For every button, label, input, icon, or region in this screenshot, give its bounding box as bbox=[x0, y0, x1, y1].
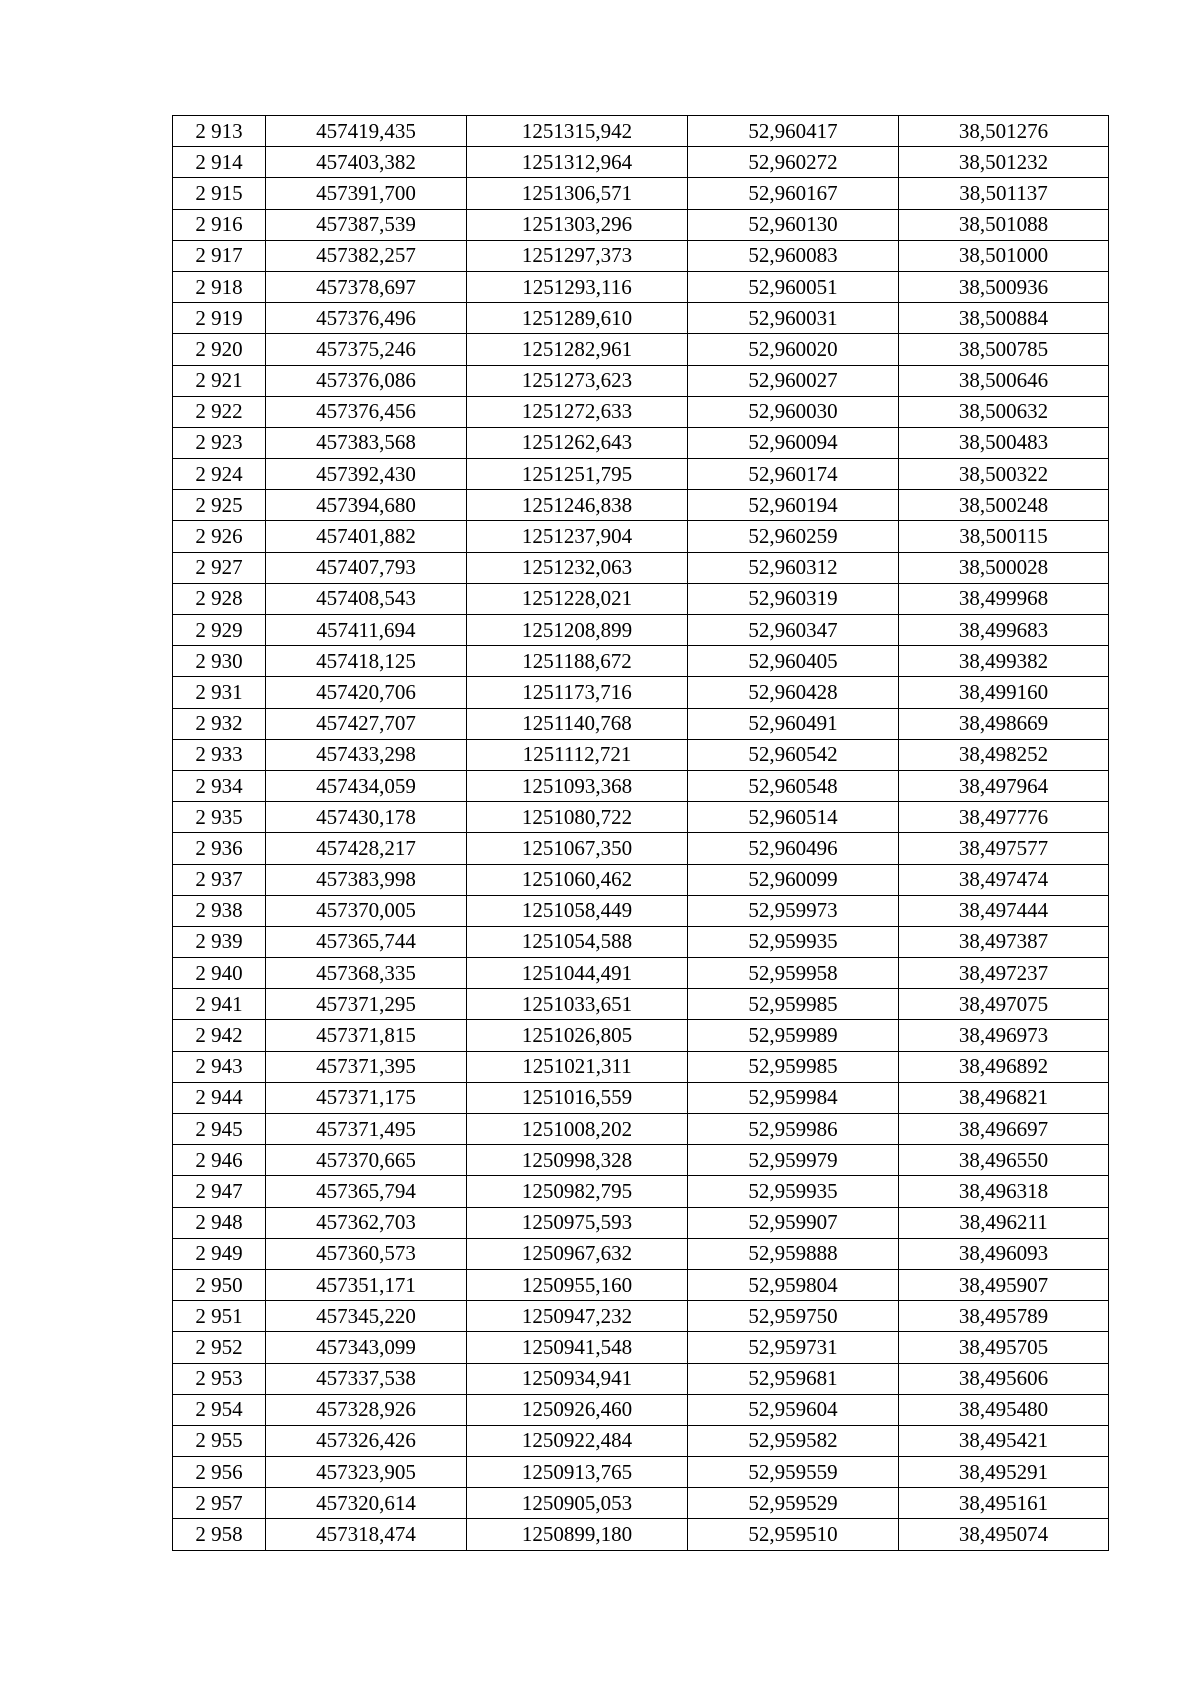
table-row bbox=[173, 646, 1109, 677]
latitude-cell: 52,959984 bbox=[688, 1082, 899, 1113]
longitude-cell: 38,496697 bbox=[899, 1114, 1109, 1145]
y-coordinate-cell: 1251232,063 bbox=[467, 552, 688, 583]
x-coordinate-cell: 457418,125 bbox=[266, 646, 467, 677]
longitude-cell: 38,495606 bbox=[899, 1363, 1109, 1394]
table-row bbox=[173, 1301, 1109, 1332]
y-coordinate-cell: 1251303,296 bbox=[467, 209, 688, 240]
latitude-cell: 52,960312 bbox=[688, 552, 899, 583]
y-coordinate-cell: 1251272,633 bbox=[467, 396, 688, 427]
x-coordinate-cell: 457351,171 bbox=[266, 1269, 467, 1300]
x-coordinate-cell: 457433,298 bbox=[266, 739, 467, 770]
longitude-cell: 38,496093 bbox=[899, 1238, 1109, 1269]
longitude-cell: 38,497964 bbox=[899, 770, 1109, 801]
table-row bbox=[173, 365, 1109, 396]
longitude-cell: 38,500884 bbox=[899, 303, 1109, 334]
latitude-cell: 52,960548 bbox=[688, 770, 899, 801]
point-number-cell: 2 926 bbox=[173, 521, 266, 552]
longitude-cell: 38,498252 bbox=[899, 739, 1109, 770]
x-coordinate-cell: 457360,573 bbox=[266, 1238, 467, 1269]
y-coordinate-cell: 1251228,021 bbox=[467, 583, 688, 614]
latitude-cell: 52,960099 bbox=[688, 864, 899, 895]
point-number-cell: 2 944 bbox=[173, 1082, 266, 1113]
x-coordinate-cell: 457428,217 bbox=[266, 833, 467, 864]
x-coordinate-cell: 457370,005 bbox=[266, 895, 467, 926]
latitude-cell: 52,960167 bbox=[688, 178, 899, 209]
latitude-cell: 52,959510 bbox=[688, 1519, 899, 1550]
latitude-cell: 52,959582 bbox=[688, 1425, 899, 1456]
y-coordinate-cell: 1250926,460 bbox=[467, 1394, 688, 1425]
y-coordinate-cell: 1251173,716 bbox=[467, 677, 688, 708]
point-number-cell: 2 934 bbox=[173, 770, 266, 801]
longitude-cell: 38,496973 bbox=[899, 1020, 1109, 1051]
latitude-cell: 52,960259 bbox=[688, 521, 899, 552]
latitude-cell: 52,959989 bbox=[688, 1020, 899, 1051]
point-number-cell: 2 952 bbox=[173, 1332, 266, 1363]
longitude-cell: 38,499683 bbox=[899, 615, 1109, 646]
table-row bbox=[173, 1394, 1109, 1425]
y-coordinate-cell: 1251016,559 bbox=[467, 1082, 688, 1113]
point-number-cell: 2 949 bbox=[173, 1238, 266, 1269]
point-number-cell: 2 914 bbox=[173, 147, 266, 178]
latitude-cell: 52,959888 bbox=[688, 1238, 899, 1269]
longitude-cell: 38,500632 bbox=[899, 396, 1109, 427]
latitude-cell: 52,959604 bbox=[688, 1394, 899, 1425]
x-coordinate-cell: 457337,538 bbox=[266, 1363, 467, 1394]
x-coordinate-cell: 457392,430 bbox=[266, 459, 467, 490]
latitude-cell: 52,960030 bbox=[688, 396, 899, 427]
longitude-cell: 38,496318 bbox=[899, 1176, 1109, 1207]
y-coordinate-cell: 1251306,571 bbox=[467, 178, 688, 209]
point-number-cell: 2 945 bbox=[173, 1114, 266, 1145]
latitude-cell: 52,960347 bbox=[688, 615, 899, 646]
table-row bbox=[173, 178, 1109, 209]
table-row bbox=[173, 615, 1109, 646]
point-number-cell: 2 941 bbox=[173, 989, 266, 1020]
point-number-cell: 2 924 bbox=[173, 459, 266, 490]
x-coordinate-cell: 457427,707 bbox=[266, 708, 467, 739]
latitude-cell: 52,960428 bbox=[688, 677, 899, 708]
longitude-cell: 38,495480 bbox=[899, 1394, 1109, 1425]
table-row bbox=[173, 334, 1109, 365]
latitude-cell: 52,959935 bbox=[688, 926, 899, 957]
longitude-cell: 38,497474 bbox=[899, 864, 1109, 895]
x-coordinate-cell: 457371,495 bbox=[266, 1114, 467, 1145]
y-coordinate-cell: 1251289,610 bbox=[467, 303, 688, 334]
table-row bbox=[173, 116, 1109, 147]
point-number-cell: 2 948 bbox=[173, 1207, 266, 1238]
latitude-cell: 52,959985 bbox=[688, 1051, 899, 1082]
point-number-cell: 2 956 bbox=[173, 1457, 266, 1488]
point-number-cell: 2 933 bbox=[173, 739, 266, 770]
y-coordinate-cell: 1251315,942 bbox=[467, 116, 688, 147]
x-coordinate-cell: 457430,178 bbox=[266, 802, 467, 833]
y-coordinate-cell: 1251112,721 bbox=[467, 739, 688, 770]
longitude-cell: 38,501000 bbox=[899, 240, 1109, 271]
x-coordinate-cell: 457419,435 bbox=[266, 116, 467, 147]
longitude-cell: 38,497237 bbox=[899, 958, 1109, 989]
x-coordinate-cell: 457320,614 bbox=[266, 1488, 467, 1519]
table-row bbox=[173, 209, 1109, 240]
y-coordinate-cell: 1251060,462 bbox=[467, 864, 688, 895]
point-number-cell: 2 932 bbox=[173, 708, 266, 739]
point-number-cell: 2 925 bbox=[173, 490, 266, 521]
table-row bbox=[173, 459, 1109, 490]
longitude-cell: 38,495705 bbox=[899, 1332, 1109, 1363]
y-coordinate-cell: 1250905,053 bbox=[467, 1488, 688, 1519]
point-number-cell: 2 917 bbox=[173, 240, 266, 271]
table-row bbox=[173, 271, 1109, 302]
x-coordinate-cell: 457383,568 bbox=[266, 427, 467, 458]
latitude-cell: 52,959907 bbox=[688, 1207, 899, 1238]
latitude-cell: 52,960130 bbox=[688, 209, 899, 240]
y-coordinate-cell: 1251251,795 bbox=[467, 459, 688, 490]
table-row bbox=[173, 490, 1109, 521]
y-coordinate-cell: 1250982,795 bbox=[467, 1176, 688, 1207]
latitude-cell: 52,960319 bbox=[688, 583, 899, 614]
latitude-cell: 52,960027 bbox=[688, 365, 899, 396]
y-coordinate-cell: 1250941,548 bbox=[467, 1332, 688, 1363]
point-number-cell: 2 921 bbox=[173, 365, 266, 396]
y-coordinate-cell: 1251080,722 bbox=[467, 802, 688, 833]
latitude-cell: 52,959958 bbox=[688, 958, 899, 989]
point-number-cell: 2 953 bbox=[173, 1363, 266, 1394]
longitude-cell: 38,497577 bbox=[899, 833, 1109, 864]
table-row bbox=[173, 677, 1109, 708]
x-coordinate-cell: 457371,295 bbox=[266, 989, 467, 1020]
longitude-cell: 38,495789 bbox=[899, 1301, 1109, 1332]
table-row bbox=[173, 833, 1109, 864]
y-coordinate-cell: 1250975,593 bbox=[467, 1207, 688, 1238]
longitude-cell: 38,495074 bbox=[899, 1519, 1109, 1550]
x-coordinate-cell: 457382,257 bbox=[266, 240, 467, 271]
table-row bbox=[173, 1114, 1109, 1145]
table-row bbox=[173, 521, 1109, 552]
longitude-cell: 38,499382 bbox=[899, 646, 1109, 677]
table-row bbox=[173, 1519, 1109, 1550]
longitude-cell: 38,499968 bbox=[899, 583, 1109, 614]
longitude-cell: 38,501137 bbox=[899, 178, 1109, 209]
table-row bbox=[173, 1269, 1109, 1300]
y-coordinate-cell: 1250913,765 bbox=[467, 1457, 688, 1488]
x-coordinate-cell: 457407,793 bbox=[266, 552, 467, 583]
point-number-cell: 2 957 bbox=[173, 1488, 266, 1519]
x-coordinate-cell: 457345,220 bbox=[266, 1301, 467, 1332]
x-coordinate-cell: 457362,703 bbox=[266, 1207, 467, 1238]
latitude-cell: 52,959935 bbox=[688, 1176, 899, 1207]
x-coordinate-cell: 457371,815 bbox=[266, 1020, 467, 1051]
y-coordinate-cell: 1251262,643 bbox=[467, 427, 688, 458]
point-number-cell: 2 947 bbox=[173, 1176, 266, 1207]
x-coordinate-cell: 457376,086 bbox=[266, 365, 467, 396]
latitude-cell: 52,959529 bbox=[688, 1488, 899, 1519]
longitude-cell: 38,497444 bbox=[899, 895, 1109, 926]
point-number-cell: 2 913 bbox=[173, 116, 266, 147]
x-coordinate-cell: 457371,175 bbox=[266, 1082, 467, 1113]
longitude-cell: 38,499160 bbox=[899, 677, 1109, 708]
table-row bbox=[173, 1488, 1109, 1519]
point-number-cell: 2 955 bbox=[173, 1425, 266, 1456]
latitude-cell: 52,960417 bbox=[688, 116, 899, 147]
x-coordinate-cell: 457318,474 bbox=[266, 1519, 467, 1550]
y-coordinate-cell: 1251054,588 bbox=[467, 926, 688, 957]
longitude-cell: 38,498669 bbox=[899, 708, 1109, 739]
table-row bbox=[173, 1238, 1109, 1269]
latitude-cell: 52,960194 bbox=[688, 490, 899, 521]
table-row bbox=[173, 427, 1109, 458]
table-row bbox=[173, 1425, 1109, 1456]
y-coordinate-cell: 1250922,484 bbox=[467, 1425, 688, 1456]
latitude-cell: 52,960094 bbox=[688, 427, 899, 458]
table-row bbox=[173, 1332, 1109, 1363]
longitude-cell: 38,496211 bbox=[899, 1207, 1109, 1238]
table-row bbox=[173, 1145, 1109, 1176]
y-coordinate-cell: 1251297,373 bbox=[467, 240, 688, 271]
point-number-cell: 2 916 bbox=[173, 209, 266, 240]
latitude-cell: 52,959681 bbox=[688, 1363, 899, 1394]
latitude-cell: 52,960031 bbox=[688, 303, 899, 334]
longitude-cell: 38,500785 bbox=[899, 334, 1109, 365]
y-coordinate-cell: 1251293,116 bbox=[467, 271, 688, 302]
latitude-cell: 52,959559 bbox=[688, 1457, 899, 1488]
point-number-cell: 2 950 bbox=[173, 1269, 266, 1300]
longitude-cell: 38,497387 bbox=[899, 926, 1109, 957]
x-coordinate-cell: 457420,706 bbox=[266, 677, 467, 708]
longitude-cell: 38,497075 bbox=[899, 989, 1109, 1020]
table-row bbox=[173, 1082, 1109, 1113]
point-number-cell: 2 936 bbox=[173, 833, 266, 864]
x-coordinate-cell: 457383,998 bbox=[266, 864, 467, 895]
latitude-cell: 52,960174 bbox=[688, 459, 899, 490]
longitude-cell: 38,495291 bbox=[899, 1457, 1109, 1488]
longitude-cell: 38,501088 bbox=[899, 209, 1109, 240]
x-coordinate-cell: 457408,543 bbox=[266, 583, 467, 614]
y-coordinate-cell: 1251188,672 bbox=[467, 646, 688, 677]
point-number-cell: 2 940 bbox=[173, 958, 266, 989]
latitude-cell: 52,959979 bbox=[688, 1145, 899, 1176]
longitude-cell: 38,495421 bbox=[899, 1425, 1109, 1456]
point-number-cell: 2 938 bbox=[173, 895, 266, 926]
longitude-cell: 38,500248 bbox=[899, 490, 1109, 521]
table-row bbox=[173, 802, 1109, 833]
x-coordinate-cell: 457365,794 bbox=[266, 1176, 467, 1207]
point-number-cell: 2 918 bbox=[173, 271, 266, 302]
point-number-cell: 2 951 bbox=[173, 1301, 266, 1332]
y-coordinate-cell: 1251246,838 bbox=[467, 490, 688, 521]
y-coordinate-cell: 1251208,899 bbox=[467, 615, 688, 646]
x-coordinate-cell: 457394,680 bbox=[266, 490, 467, 521]
point-number-cell: 2 935 bbox=[173, 802, 266, 833]
coordinates-table bbox=[172, 115, 1109, 1551]
table-row bbox=[173, 303, 1109, 334]
point-number-cell: 2 939 bbox=[173, 926, 266, 957]
longitude-cell: 38,496821 bbox=[899, 1082, 1109, 1113]
y-coordinate-cell: 1250955,160 bbox=[467, 1269, 688, 1300]
y-coordinate-cell: 1250934,941 bbox=[467, 1363, 688, 1394]
point-number-cell: 2 954 bbox=[173, 1394, 266, 1425]
x-coordinate-cell: 457391,700 bbox=[266, 178, 467, 209]
table-row bbox=[173, 958, 1109, 989]
latitude-cell: 52,960491 bbox=[688, 708, 899, 739]
point-number-cell: 2 937 bbox=[173, 864, 266, 895]
longitude-cell: 38,500115 bbox=[899, 521, 1109, 552]
y-coordinate-cell: 1250998,328 bbox=[467, 1145, 688, 1176]
y-coordinate-cell: 1251140,768 bbox=[467, 708, 688, 739]
point-number-cell: 2 930 bbox=[173, 646, 266, 677]
x-coordinate-cell: 457434,059 bbox=[266, 770, 467, 801]
y-coordinate-cell: 1251282,961 bbox=[467, 334, 688, 365]
table-row bbox=[173, 864, 1109, 895]
x-coordinate-cell: 457343,099 bbox=[266, 1332, 467, 1363]
point-number-cell: 2 923 bbox=[173, 427, 266, 458]
point-number-cell: 2 929 bbox=[173, 615, 266, 646]
point-number-cell: 2 942 bbox=[173, 1020, 266, 1051]
table-row bbox=[173, 1363, 1109, 1394]
x-coordinate-cell: 457401,882 bbox=[266, 521, 467, 552]
table-row bbox=[173, 926, 1109, 957]
latitude-cell: 52,960083 bbox=[688, 240, 899, 271]
y-coordinate-cell: 1251008,202 bbox=[467, 1114, 688, 1145]
table-row bbox=[173, 1051, 1109, 1082]
x-coordinate-cell: 457378,697 bbox=[266, 271, 467, 302]
x-coordinate-cell: 457411,694 bbox=[266, 615, 467, 646]
x-coordinate-cell: 457403,382 bbox=[266, 147, 467, 178]
y-coordinate-cell: 1251273,623 bbox=[467, 365, 688, 396]
x-coordinate-cell: 457387,539 bbox=[266, 209, 467, 240]
latitude-cell: 52,960542 bbox=[688, 739, 899, 770]
longitude-cell: 38,496550 bbox=[899, 1145, 1109, 1176]
table-row bbox=[173, 583, 1109, 614]
x-coordinate-cell: 457323,905 bbox=[266, 1457, 467, 1488]
y-coordinate-cell: 1250899,180 bbox=[467, 1519, 688, 1550]
x-coordinate-cell: 457328,926 bbox=[266, 1394, 467, 1425]
table-row bbox=[173, 396, 1109, 427]
longitude-cell: 38,500936 bbox=[899, 271, 1109, 302]
longitude-cell: 38,500483 bbox=[899, 427, 1109, 458]
point-number-cell: 2 928 bbox=[173, 583, 266, 614]
table-row bbox=[173, 1207, 1109, 1238]
table-row bbox=[173, 739, 1109, 770]
longitude-cell: 38,497776 bbox=[899, 802, 1109, 833]
point-number-cell: 2 946 bbox=[173, 1145, 266, 1176]
longitude-cell: 38,495907 bbox=[899, 1269, 1109, 1300]
y-coordinate-cell: 1251067,350 bbox=[467, 833, 688, 864]
y-coordinate-cell: 1251044,491 bbox=[467, 958, 688, 989]
y-coordinate-cell: 1251058,449 bbox=[467, 895, 688, 926]
x-coordinate-cell: 457370,665 bbox=[266, 1145, 467, 1176]
longitude-cell: 38,500322 bbox=[899, 459, 1109, 490]
x-coordinate-cell: 457368,335 bbox=[266, 958, 467, 989]
y-coordinate-cell: 1251026,805 bbox=[467, 1020, 688, 1051]
latitude-cell: 52,959985 bbox=[688, 989, 899, 1020]
latitude-cell: 52,960514 bbox=[688, 802, 899, 833]
longitude-cell: 38,500028 bbox=[899, 552, 1109, 583]
latitude-cell: 52,959986 bbox=[688, 1114, 899, 1145]
y-coordinate-cell: 1250947,232 bbox=[467, 1301, 688, 1332]
point-number-cell: 2 943 bbox=[173, 1051, 266, 1082]
point-number-cell: 2 922 bbox=[173, 396, 266, 427]
table-row bbox=[173, 147, 1109, 178]
y-coordinate-cell: 1251093,368 bbox=[467, 770, 688, 801]
coordinates-table-body bbox=[173, 116, 1109, 1551]
y-coordinate-cell: 1250967,632 bbox=[467, 1238, 688, 1269]
point-number-cell: 2 931 bbox=[173, 677, 266, 708]
y-coordinate-cell: 1251033,651 bbox=[467, 989, 688, 1020]
y-coordinate-cell: 1251021,311 bbox=[467, 1051, 688, 1082]
point-number-cell: 2 915 bbox=[173, 178, 266, 209]
x-coordinate-cell: 457376,496 bbox=[266, 303, 467, 334]
table-row bbox=[173, 240, 1109, 271]
table-row bbox=[173, 989, 1109, 1020]
latitude-cell: 52,959750 bbox=[688, 1301, 899, 1332]
longitude-cell: 38,495161 bbox=[899, 1488, 1109, 1519]
table-row bbox=[173, 1457, 1109, 1488]
point-number-cell: 2 958 bbox=[173, 1519, 266, 1550]
x-coordinate-cell: 457371,395 bbox=[266, 1051, 467, 1082]
longitude-cell: 38,500646 bbox=[899, 365, 1109, 396]
x-coordinate-cell: 457326,426 bbox=[266, 1425, 467, 1456]
longitude-cell: 38,496892 bbox=[899, 1051, 1109, 1082]
latitude-cell: 52,960272 bbox=[688, 147, 899, 178]
table-row bbox=[173, 1176, 1109, 1207]
x-coordinate-cell: 457375,246 bbox=[266, 334, 467, 365]
latitude-cell: 52,960051 bbox=[688, 271, 899, 302]
point-number-cell: 2 919 bbox=[173, 303, 266, 334]
latitude-cell: 52,960405 bbox=[688, 646, 899, 677]
point-number-cell: 2 927 bbox=[173, 552, 266, 583]
x-coordinate-cell: 457365,744 bbox=[266, 926, 467, 957]
latitude-cell: 52,959973 bbox=[688, 895, 899, 926]
table-row bbox=[173, 552, 1109, 583]
table-row bbox=[173, 708, 1109, 739]
latitude-cell: 52,959731 bbox=[688, 1332, 899, 1363]
y-coordinate-cell: 1251237,904 bbox=[467, 521, 688, 552]
point-number-cell: 2 920 bbox=[173, 334, 266, 365]
latitude-cell: 52,960496 bbox=[688, 833, 899, 864]
latitude-cell: 52,959804 bbox=[688, 1269, 899, 1300]
table-row bbox=[173, 1020, 1109, 1051]
y-coordinate-cell: 1251312,964 bbox=[467, 147, 688, 178]
latitude-cell: 52,960020 bbox=[688, 334, 899, 365]
longitude-cell: 38,501232 bbox=[899, 147, 1109, 178]
table-row bbox=[173, 770, 1109, 801]
x-coordinate-cell: 457376,456 bbox=[266, 396, 467, 427]
table-row bbox=[173, 895, 1109, 926]
longitude-cell: 38,501276 bbox=[899, 116, 1109, 147]
